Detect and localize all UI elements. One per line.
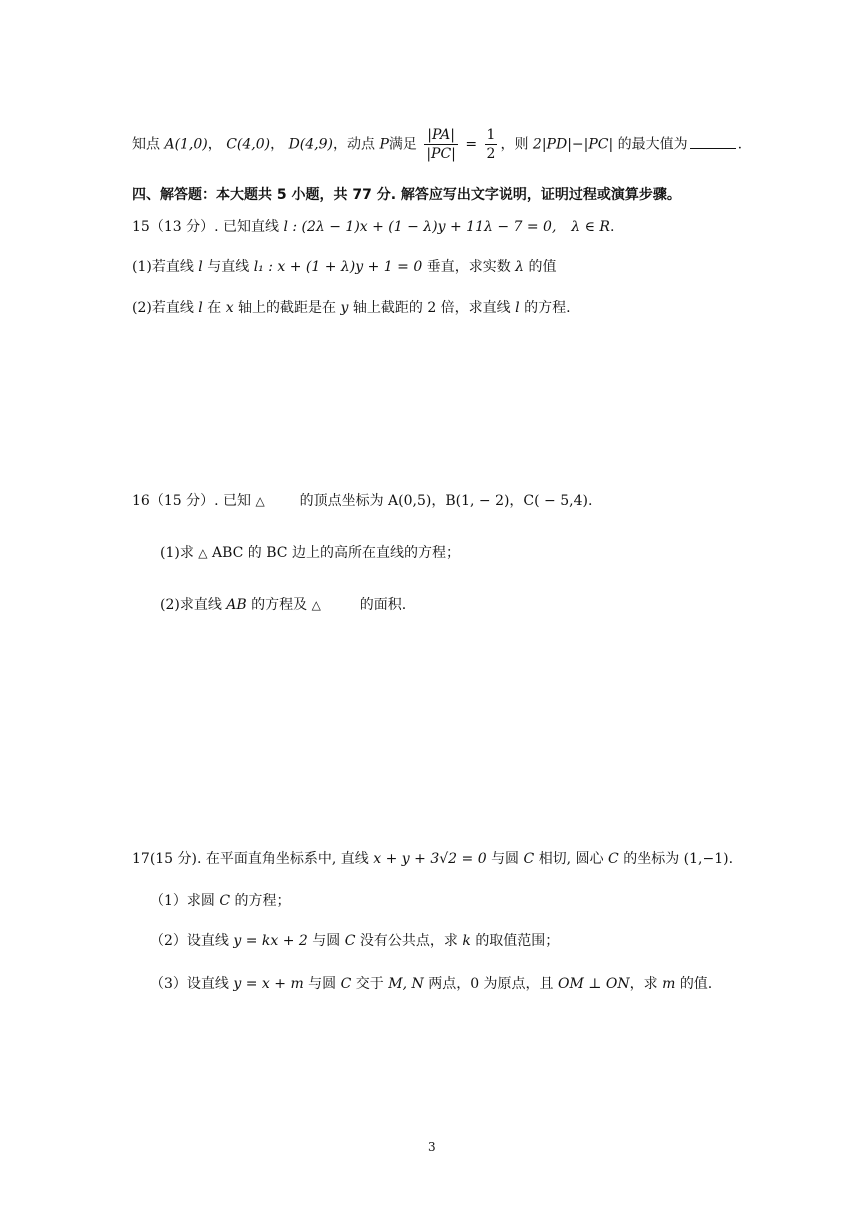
q16-stem [132,490,592,510]
q16-part1 [160,542,460,562]
q15-p1-text-c: 垂直，求实数 [426,259,511,275]
q17-head: 17(15 分). 在平面直角坐标系中, 直线 [132,851,369,867]
q14-ratio-numerator: |PA| [424,126,458,145]
q17-p3-c: C [340,976,352,992]
q17-part3 [150,973,712,993]
q17-p3-text-e: ，求 [629,976,658,992]
q17-end: . [728,851,734,867]
q16-p1-text-b: ABC 的 BC 边上的高所在直线的方程； [211,545,460,561]
q17-p2-k: k [462,933,471,949]
q17-p3-condition: OM ⊥ ON [558,976,630,992]
q14-expression: 2|PD|−|PC| [532,136,614,153]
q17-p3-text-d: 两点，0 为原点，且 [428,976,554,992]
q17-p3-text-a: （3）设直线 [150,976,229,992]
q14-point-d: D(4,9) [288,136,333,153]
q16-part2 [160,594,406,614]
q17-tangent-line-equation: x + y + 3√2 = 0 [373,851,487,867]
q16-p2-text-c: 的面积. [359,597,407,613]
q14-half-numerator: 1 [486,127,496,143]
q16-p2-ab: AB [226,597,247,613]
q15-p2-y: y [340,300,349,316]
q15-p1-line-l: l [198,259,203,275]
q16-head: 16（15 分）. 已知 [132,493,251,509]
q17-p3-text-c: 交于 [355,976,384,992]
q14-point-c: C(4,0) [226,136,271,153]
page-number: 3 [428,1140,436,1154]
q16-p1-text-a: (1)求 [160,545,194,561]
q17-p3-mn: M, N [388,976,424,992]
q17-p3-m: m [662,976,676,992]
q17-stem [132,848,733,868]
q17-p3-text-f: 的值. [679,976,713,992]
q15-p2-text-e: 的方程. [524,300,571,316]
q14-half-fraction [485,126,498,163]
q14-ratio-denominator: |PC| [426,146,456,162]
triangle-icon: △ [255,494,265,508]
q15-p2-text-a: (2)若直线 [132,300,194,316]
q17-p3-text-b: 与圆 [308,976,337,992]
q15-part1 [132,256,556,276]
q17-circle-c: C [523,851,535,867]
q15-p2-line-l2: l [515,300,520,316]
q14-tail: 的最大值为 [617,136,688,153]
q15-p1-equation: l₁ : x + (1 + λ)y + 1 = 0 [253,259,423,275]
q14-line: 知点 A(1,0)， C(4,0)， D(4,9)，动点 P满足 $\frac{|PA|}{|PC|}$ = $\frac{1}{2}$ ，则 2|PD|−|PC| 的最大值为 . [132,127,743,162]
q14-ratio-fraction [424,126,458,163]
q15-part2 [132,297,571,317]
q17-circle-c2: C [608,851,619,867]
q15-p1-text-a: (1)若直线 [132,259,194,275]
q17-p2-text-a: （2）设直线 [150,933,229,949]
q14-mid: ，动点 [333,136,375,153]
q14-end: . [737,136,743,153]
q15-p2-line-l: l [198,300,203,316]
q15-head: 15（13 分）. 已知直线 [132,219,279,235]
q17-p1-text-a: （1）求圆 [150,893,215,909]
q17-p2-equation: y = kx + 2 [233,933,308,949]
q15-p2-text-c: 轴上的截距是在 [238,300,337,316]
q14-point-a: A(1,0) [164,136,208,153]
q17-text-b: 相切, 圆心 [538,851,604,867]
q15-equation: l : (2λ − 1)x + (1 − λ)y + 11λ − 7 = 0, [283,219,557,235]
triangle-icon: △ [198,546,208,560]
q17-p3-equation: y = x + m [233,976,304,992]
q17-p2-text-d: 的取值范围； [475,933,560,949]
q17-part1 [150,890,291,910]
q15-p1-text-b: 与直线 [207,259,250,275]
q15-domain: λ ∈ R [571,219,610,235]
q15-end: . [609,219,615,235]
q17-p2-text-b: 与圆 [312,933,341,949]
q15-p1-lambda: λ [515,259,525,275]
q17-p2-text-c: 没有公共点，求 [359,933,458,949]
q14-satisfy: 满足 [388,136,417,153]
q14-then: ，则 [500,136,529,153]
section-heading: 四、解答题：本大题共 5 小题，共 77 分. 解答应写出文字说明，证明过程或演算步骤。 [132,187,681,203]
q15-stem [132,216,614,236]
q14-lead: 知点 [132,136,160,153]
q16-p2-text-b: 的方程及 [251,597,308,613]
q14-answer-blank [690,136,736,149]
q15-p2-x: x [225,300,234,316]
q14-equals: = [465,136,478,153]
q17-p1-text-b: 的方程； [234,893,291,909]
triangle-icon: △ [311,598,321,612]
q17-p1-c: C [219,893,231,909]
q15-p1-text-d: 的值 [528,259,557,275]
q14-p: P [379,136,389,153]
q17-text-c: 的坐标为 [623,851,680,867]
q17-p2-c: C [344,933,356,949]
q17-part2 [150,930,559,950]
q15-p2-text-d: 轴上截距的 2 倍，求直线 [352,300,511,316]
q17-center: (1,−1) [683,851,729,867]
q17-text-a: 与圆 [491,851,520,867]
q15-p2-text-b: 在 [207,300,222,316]
q16-vertices: 的顶点坐标为 A(0,5)，B(1, − 2)，C( − 5,4). [299,493,593,509]
q16-p2-text-a: (2)求直线 [160,597,222,613]
q14-half-denominator: 2 [486,146,496,162]
